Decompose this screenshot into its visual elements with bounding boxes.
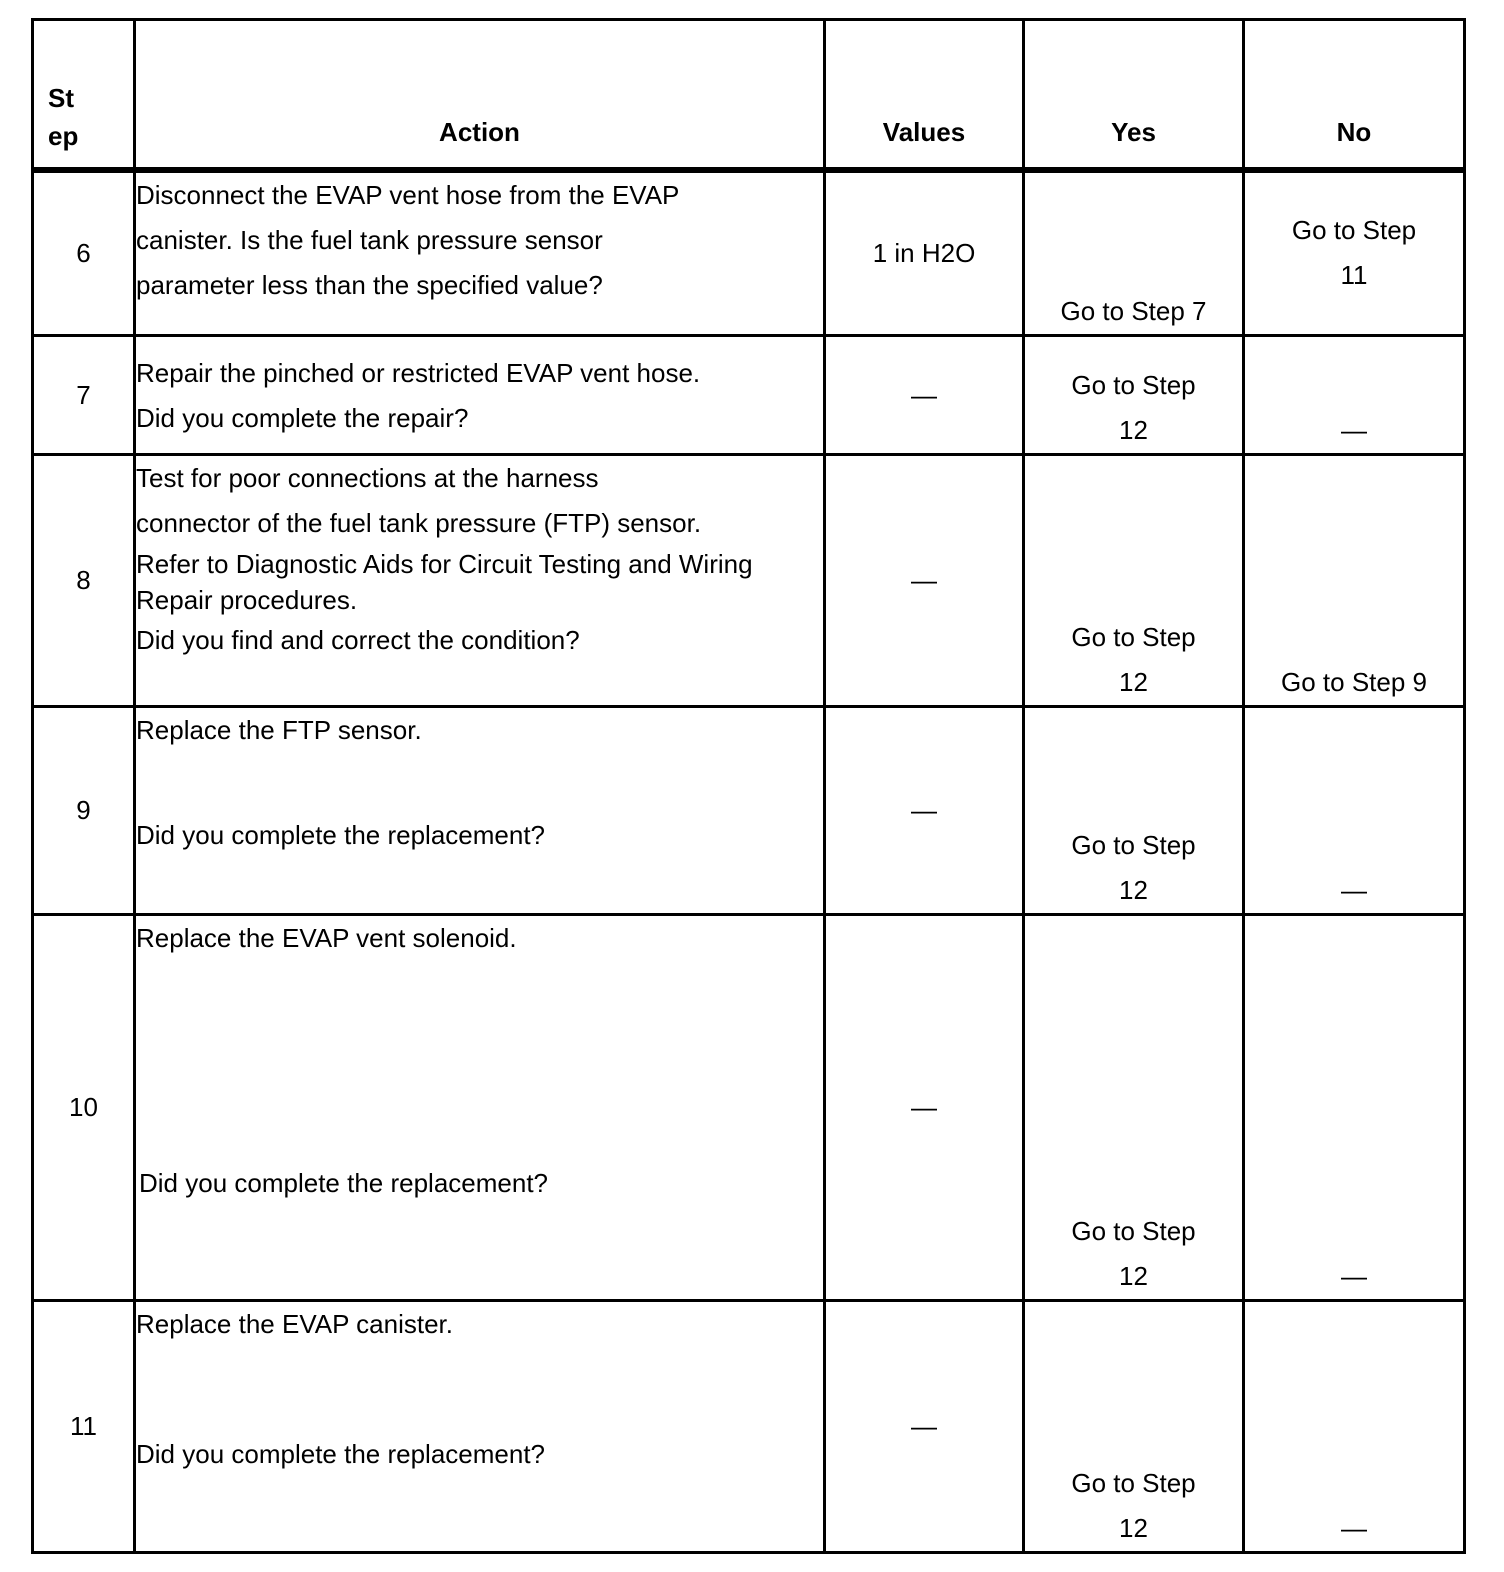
header-step-line2: ep [48, 120, 79, 151]
step-number: 7 [33, 336, 135, 455]
yes-text: 12 [1119, 415, 1148, 445]
no-text: 11 [1340, 260, 1368, 291]
no-cell [1244, 455, 1465, 707]
yes-cell [1024, 707, 1244, 915]
table-row-step-6 [33, 170, 1465, 336]
action-line: Disconnect the EVAP vent hose from the EVAP [136, 179, 680, 210]
yes-text: 12 [1119, 667, 1148, 697]
action-line: Replace the EVAP vent solenoid. [136, 923, 517, 953]
diagnostic-table [31, 18, 1466, 1554]
no-text: — [1341, 1513, 1367, 1543]
table-row-step-11 [33, 1301, 1465, 1553]
action-line: Did you complete the replacement? [136, 1439, 546, 1469]
yes-text: Go to Step [1071, 1216, 1196, 1246]
no-text: Go to Step 9 [1281, 667, 1427, 697]
header-step-line1: St [48, 82, 74, 113]
yes-cell [1024, 170, 1244, 336]
step-number: 8 [33, 455, 135, 707]
action-cell [135, 707, 825, 915]
step-number: 6 [33, 170, 135, 336]
action-line: connector of the fuel tank pressure (FTP) sensor. [136, 508, 702, 538]
action-line: Repair procedures. [136, 585, 358, 615]
header-yes: Yes [1024, 20, 1244, 170]
action-cell [135, 915, 825, 1301]
yes-text: Go to Step [1071, 622, 1196, 652]
no-cell [1244, 915, 1465, 1301]
action-line: Did you complete the replacement? [136, 820, 546, 850]
spacer [136, 1347, 823, 1432]
action-cell [135, 455, 825, 707]
no-cell [1244, 170, 1465, 336]
table-row-step-10 [33, 915, 1465, 1301]
action-line: canister. Is the fuel tank pressure sensor [136, 224, 603, 255]
yes-text: Go to Step [1071, 830, 1196, 860]
no-text: Go to Step [1291, 215, 1417, 246]
yes-cell [1024, 1301, 1244, 1553]
action-line: Did you complete the replacement? [139, 1168, 549, 1198]
table-row-step-9 [33, 707, 1465, 915]
action-cell [135, 336, 825, 455]
action-line: Did you find and correct the condition? [136, 625, 580, 655]
step-number: 9 [33, 707, 135, 915]
action-line: Repair the pinched or restricted EVAP vent hose. [136, 358, 701, 388]
no-cell [1244, 1301, 1465, 1553]
action-line: Test for poor connections at the harness [136, 463, 599, 493]
header-step [33, 20, 135, 170]
values-cell: — [825, 455, 1024, 707]
no-text: — [1341, 1261, 1367, 1291]
step-number: 10 [33, 915, 135, 1301]
action-line: Replace the EVAP canister. [136, 1309, 454, 1339]
values-cell: — [825, 336, 1024, 455]
table-header-row [33, 20, 1465, 170]
yes-text: Go to Step [1071, 1468, 1196, 1498]
header-no: No [1244, 20, 1465, 170]
table-row-step-7 [33, 336, 1465, 455]
yes-cell [1024, 915, 1244, 1301]
header-values: Values [825, 20, 1024, 170]
action-line: Refer to Diagnostic Aids for Circuit Testing and Wiring [136, 549, 753, 579]
values-cell: — [825, 707, 1024, 915]
header-action: Action [135, 20, 825, 170]
yes-cell [1024, 336, 1244, 455]
yes-cell [1024, 455, 1244, 707]
yes-text: 12 [1119, 1261, 1148, 1291]
action-cell [135, 170, 825, 336]
step-number: 11 [33, 1301, 135, 1553]
table-row-step-8 [33, 455, 1465, 707]
spacer [136, 961, 823, 1161]
action-line: Did you complete the repair? [136, 403, 469, 433]
no-text: — [1341, 415, 1367, 445]
yes-text: Go to Step [1071, 370, 1196, 400]
values-cell: — [825, 1301, 1024, 1553]
no-cell [1244, 707, 1465, 915]
yes-text: Go to Step 7 [1060, 296, 1207, 326]
values-cell: 1 in H2O [825, 170, 1024, 336]
no-text: — [1341, 875, 1367, 905]
action-line: parameter less than the specified value? [136, 269, 603, 300]
action-line: Replace the FTP sensor. [136, 715, 422, 745]
yes-text: 12 [1119, 1513, 1148, 1543]
yes-text: 12 [1119, 875, 1148, 905]
spacer [136, 753, 823, 813]
values-cell: — [825, 915, 1024, 1301]
action-cell [135, 1301, 825, 1553]
no-cell [1244, 336, 1465, 455]
